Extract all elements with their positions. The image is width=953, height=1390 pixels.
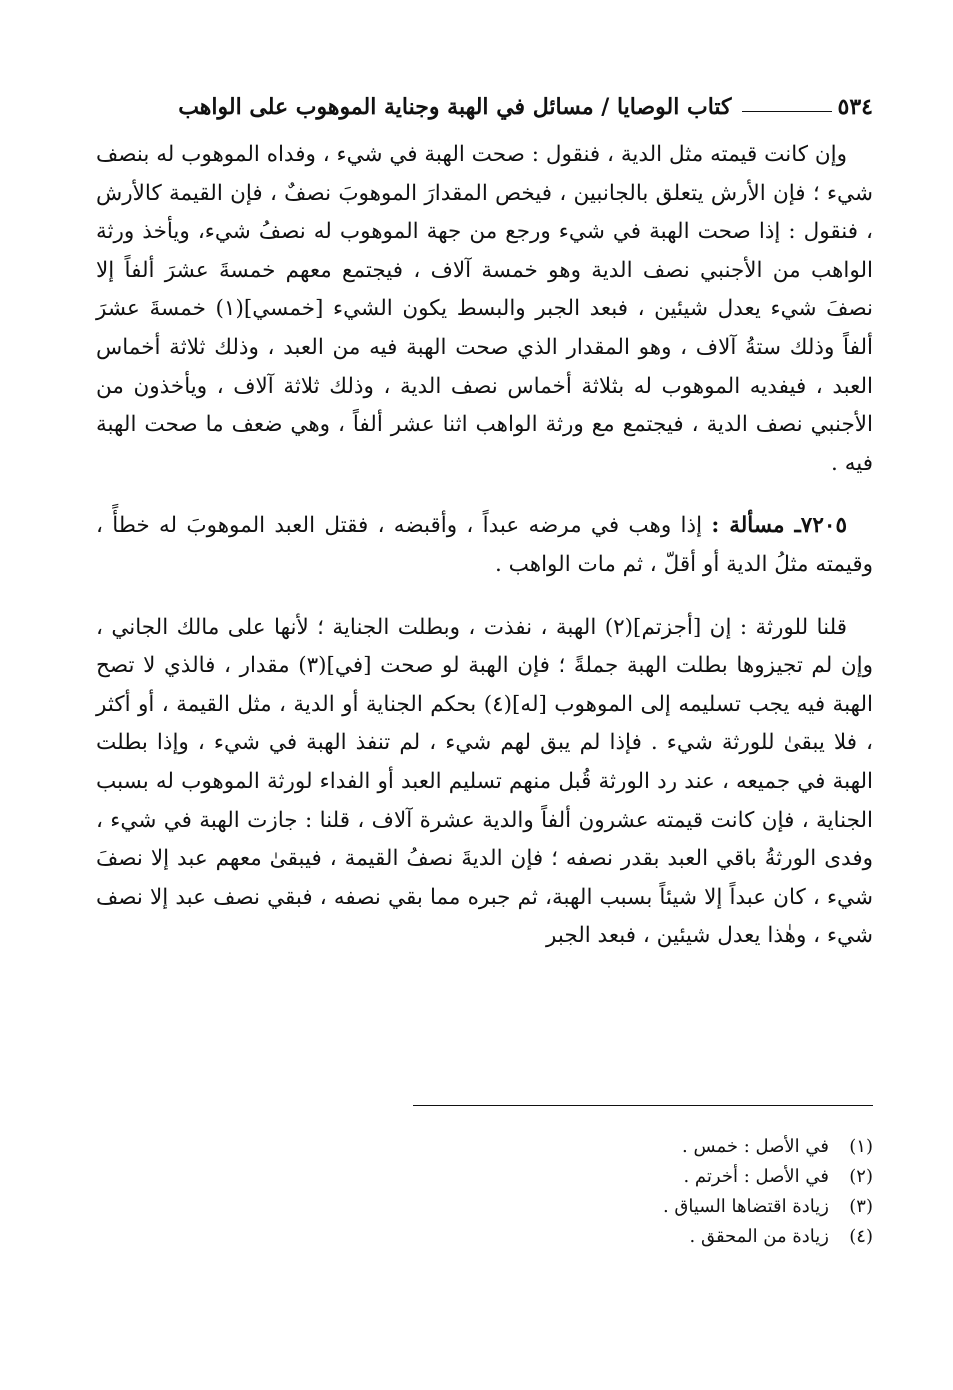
footnote-number: (٢) [849, 1166, 873, 1187]
running-header [96, 80, 873, 120]
footnote-2 [393, 1162, 873, 1192]
header-rule [742, 111, 832, 112]
paragraph-1: وإن كانت قيمته مثل الدية ، فنقول : صحت الهبة في شيء ، وفداه الموهوب له بنصف شيء ؛ فإن الأرش يتعلق بالجانبين ، فيخص المقدارَ الموهوبَ نصفٌ ، فإن القيمة كالأرش ، فنقول : إذا صحت الهبة في شيء ورجع من جهة الموهوب له نصفُ شيء، ويأخذ ورثة الواهب من الأجنبي نصف الدية وهو خمسة آلاف ، فيجتمع معهم خمسةَ عشرَ ألفاً إلا نصفَ شيء يعدل شيئين ، فبعد الجبر والبسط يكون الشيء [خمسي](١) خمسةَ عشرَ ألفاً وذلك ستةُ آلاف ، وهو المقدار الذي صحت الهبة فيه من العبد ، وذلك ثلاثة أخماس العبد ، فيفديه الموهوب له بثلاثة أخماس نصف الدية ، وذلك ثلاثة آلاف ، ويأخذون من الأجنبي نصف الدية ، فيجتمع مع ورثة الواهب اثنا عشر ألفاً ، وهي ضعف ما صحت الهبة فيه . [96, 142, 874, 476]
header-title: كتاب الوصايا / مسائل في الهبة وجناية الموهوب على الواهب [178, 94, 732, 120]
footnote-number: (١) [849, 1136, 873, 1157]
footnote-3 [393, 1192, 873, 1222]
paragraph-3: قلنا للورثة : إن [أجزتم](٢) الهبة ، نفذت ، وبطلت الجناية ؛ لأنها على مالك الجاني ، وإن لم تجيزوها بطلت الهبة جملةً ؛ فإن الهبة لو صحت [في](٣) مقدار ، فالذي لا تصح الهبة فيه يجب تسليمه إلى الموهوب [له](٤) بحكم الجناية أو الدية ، مثل القيمة ، أو أكثر ، فلا يبقىٰ للورثة شيء . فإذا لم يبق لهم شيء ، لم تنفذ الهبة في شيء ، وإذا بطلت الهبة في جميعه ، عند رد الورثة قُبل منهم تسليم العبد أو الفداء لورثة الموهوب له بسبب الجناية ، فإن كانت قيمته عشرون ألفاً والدية عشرة آلاف ، قلنا : جازت الهبة في شيء ، وفدى الورثةُ باقي العبد بقدر نصفه ؛ فإن الديةَ نصفُ القيمة ، فيبقىٰ معهم عبد إلا نصفَ شيء ، كان عبداً إلا شيئاً بسبب الهبة، ثم جبره مما بقي نصفه ، فبقي نصف عبد إلا نصف شيء ، وهٰذا يعدل شيئين ، فبعد الجبر [96, 614, 873, 949]
page-number: ٥٣٤ [837, 94, 873, 120]
footnote-divider [413, 1105, 873, 1106]
issue-text: إذا وهب في مرضه عبداً ، وأقبضه ، فقتل العبد الموهوبَ له خطأً ، وقيمته مثلُ الدية أو أقلّ ، ثم مات الواهب . [96, 513, 873, 577]
footnote-text: زيادة من المحقق . [689, 1226, 829, 1247]
footnote-number: (٣) [849, 1196, 873, 1217]
footnotes [393, 1132, 873, 1252]
paragraph-issue [96, 507, 873, 584]
footnote-1 [393, 1132, 873, 1162]
footnote-text: في الأصل : خمس . [682, 1136, 829, 1157]
footnote-text: زيادة اقتضاها السياق . [662, 1196, 829, 1217]
footnote-number: (٤) [849, 1226, 873, 1247]
footnote-text: في الأصل : أخرتم . [683, 1166, 829, 1187]
footnote-4 [393, 1222, 873, 1252]
main-text [96, 136, 873, 956]
issue-label: ٧٢٠٥ـ مسألة : [711, 513, 847, 539]
